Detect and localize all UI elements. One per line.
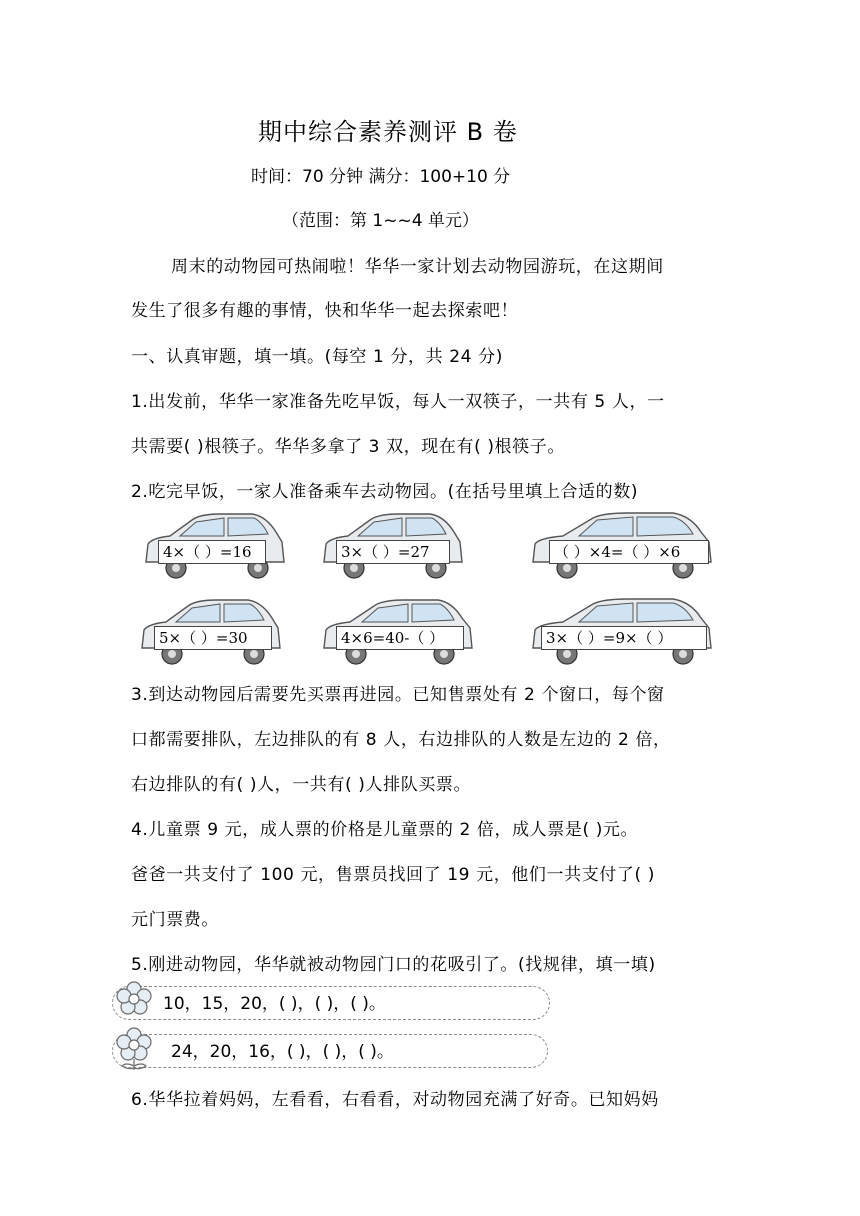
section-heading: 一、认真审题，填一填。(每空 1 分，共 24 分) [131, 347, 503, 367]
sequence-2 [112, 1034, 548, 1068]
question-4-line-1: 4.儿童票 9 元，成人票的价格是儿童票的 2 倍，成人票是( )元。 [131, 820, 639, 840]
flower-icon [114, 980, 154, 1022]
car-6 [527, 596, 717, 668]
car-equation: 4×（ ）=16 [158, 540, 266, 564]
sequence-1-text: 10，15，20，( )，( )，( )。 [163, 994, 386, 1014]
question-6-line-1: 6.华华拉着妈妈，左看看，右看看，对动物园充满了好奇。已知妈妈 [131, 1090, 659, 1110]
question-1-line-1: 1.出发前，华华一家准备先吃早饭，每人一双筷子，一共有 5 人，一 [131, 392, 665, 412]
question-5-line-1: 5.刚进动物园，华华就被动物园门口的花吸引了。(找规律，填一填) [131, 955, 656, 975]
intro-line-2: 发生了很多有趣的事情，快和华华一起去探索吧！ [131, 301, 519, 321]
question-3-line-1: 3.到达动物园后需要先买票再进园。已知售票处有 2 个窗口，每个窗 [131, 685, 665, 705]
question-1-line-2: 共需要( )根筷子。华华多拿了 3 双，现在有( )根筷子。 [131, 437, 565, 457]
car-4 [136, 596, 286, 668]
scope-info: （范围：第 1~~4 单元） [282, 211, 479, 231]
page-title: 期中综合素养测评 B 卷 [258, 118, 518, 146]
car-5 [318, 596, 478, 668]
car-equation: 3×（ ）=27 [336, 540, 450, 564]
time-info: 时间：70 分钟 满分：100+10 分 [251, 167, 511, 187]
question-3-line-3: 右边排队的有( )人，一共有( )人排队买票。 [131, 775, 472, 795]
car-equation: （ ）×4=（ ）×6 [549, 540, 709, 564]
sequence-2-text: 24，20，16，( )，( )，( )。 [171, 1042, 394, 1062]
intro-line-1: 周末的动物园可热闹啦！华华一家计划去动物园游玩，在这期间 [171, 257, 664, 277]
question-4-line-3: 元门票费。 [131, 910, 219, 930]
car-equation: 3×（ ）=9×（ ） [541, 626, 707, 650]
car-equation: 4×6=40-（ ） [336, 626, 464, 650]
car-3 [527, 510, 717, 582]
car-equation: 5×（ ）=30 [154, 626, 272, 650]
sequence-1 [112, 986, 550, 1020]
question-4-line-2: 爸爸一共支付了 100 元，售票员找回了 19 元，他们一共支付了( ) [131, 865, 655, 885]
question-3-line-2: 口都需要排队，左边排队的有 8 人，右边排队的人数是左边的 2 倍， [131, 730, 671, 750]
question-2-line-1: 2.吃完早饭，一家人准备乘车去动物园。(在括号里填上合适的数) [131, 482, 639, 502]
car-2 [318, 510, 468, 582]
flower-icon [112, 1026, 156, 1072]
car-1 [140, 510, 290, 582]
